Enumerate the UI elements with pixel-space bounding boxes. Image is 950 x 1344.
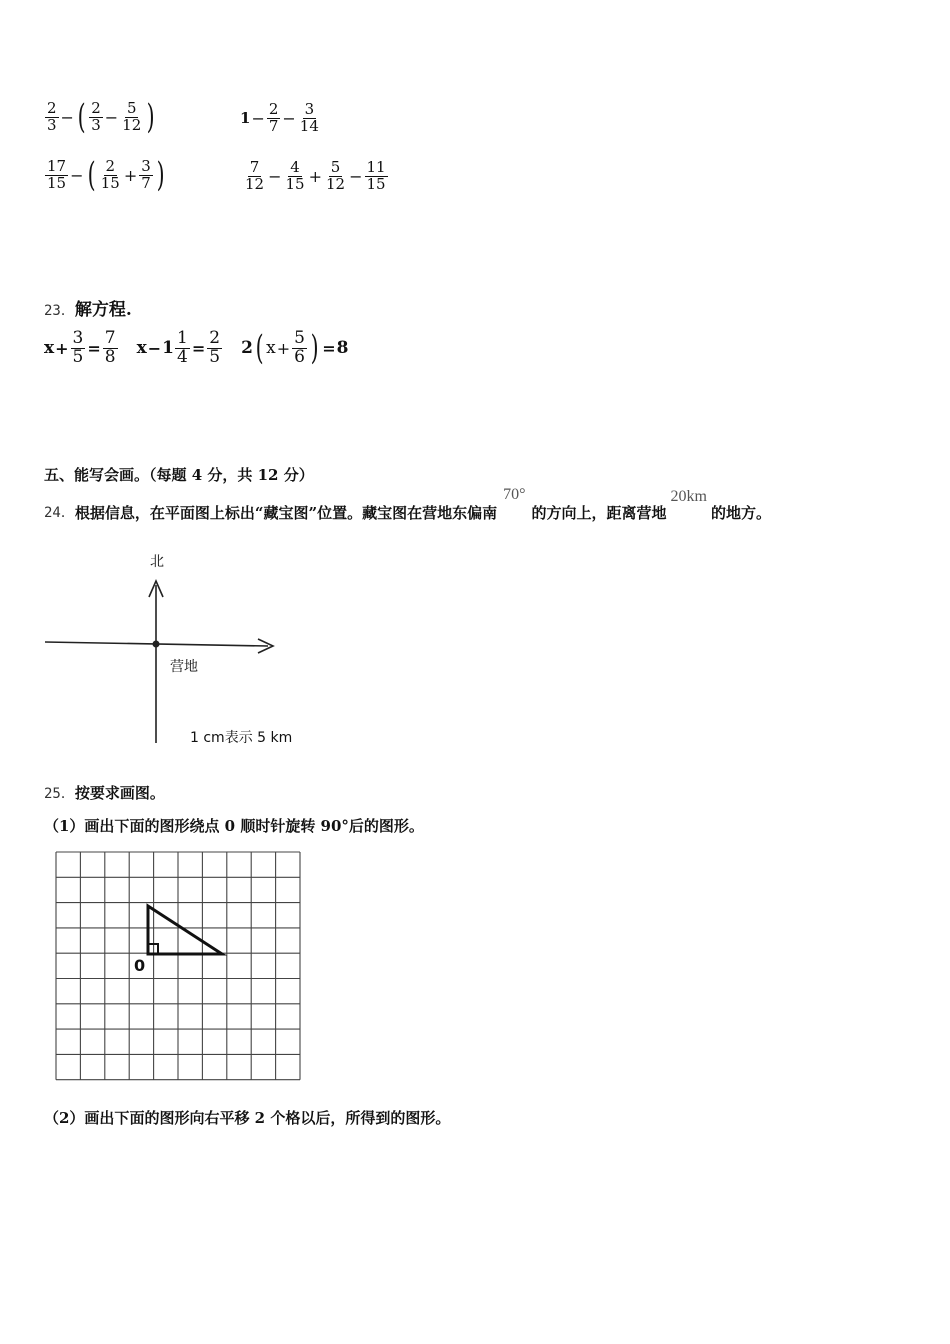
camp-point bbox=[153, 641, 160, 648]
north-label: 北 bbox=[150, 554, 164, 570]
question-25-part-2: （2）画出下面的图形向右平移 2 个格以后，所得到的图形。 bbox=[44, 1109, 451, 1127]
grid-lines bbox=[56, 852, 300, 1080]
expression-1: $\frac{2}{3}$ − ( $\frac{2}{3}$ − $\frac{5}{12}$ ) bbox=[47, 97, 155, 137]
origin-label: 0 bbox=[134, 956, 146, 975]
equation-1: x + $\frac{3}{5}$ = $\frac{7}{8}$ bbox=[44, 328, 116, 367]
expression-2: 1 − $\frac{2}{7}$ − $\frac{3}{14}$ bbox=[240, 100, 319, 135]
compass-diagram bbox=[40, 545, 320, 750]
equation-3: 2 ( x + $\frac{5}{6}$ ) = 8 bbox=[241, 328, 349, 369]
expression-4: $\frac{7}{12}$ − $\frac{4}{15}$ + $\frac{5}{12}$ − $\frac{11}{15}$ bbox=[245, 158, 386, 193]
question-23-heading: 23．解方程. bbox=[44, 300, 132, 320]
angle-value: 70° bbox=[503, 486, 526, 503]
question-25-heading: 25．按要求画图。 bbox=[44, 784, 165, 802]
camp-label: 营地 bbox=[170, 659, 198, 675]
scale-label: 1 cm表示 5 km bbox=[190, 730, 293, 746]
question-25-part-1: （1）画出下面的图形绕点 0 顺时针旋转 90°后的图形。 bbox=[44, 817, 424, 835]
equations-row bbox=[44, 330, 349, 367]
expression-3: $\frac{17}{15}$ − ( $\frac{2}{15}$ + $\frac{3}{7}$ ) bbox=[47, 155, 165, 195]
distance-value: 20km bbox=[670, 488, 707, 505]
section-5-title: 五、能写会画。（每题 4 分，共 12 分） bbox=[44, 466, 314, 484]
right-triangle bbox=[148, 906, 222, 954]
rotation-grid bbox=[52, 848, 302, 1086]
question-24: 24． 根据信息，在平面图上标出“藏宝图”位置。藏宝图在营地东偏南 70° 的方向上，距离营地 20km 的地方。 bbox=[44, 486, 772, 522]
equation-2: x − 1 $\frac{1}{4}$ = $\frac{2}{5}$ bbox=[136, 328, 221, 367]
